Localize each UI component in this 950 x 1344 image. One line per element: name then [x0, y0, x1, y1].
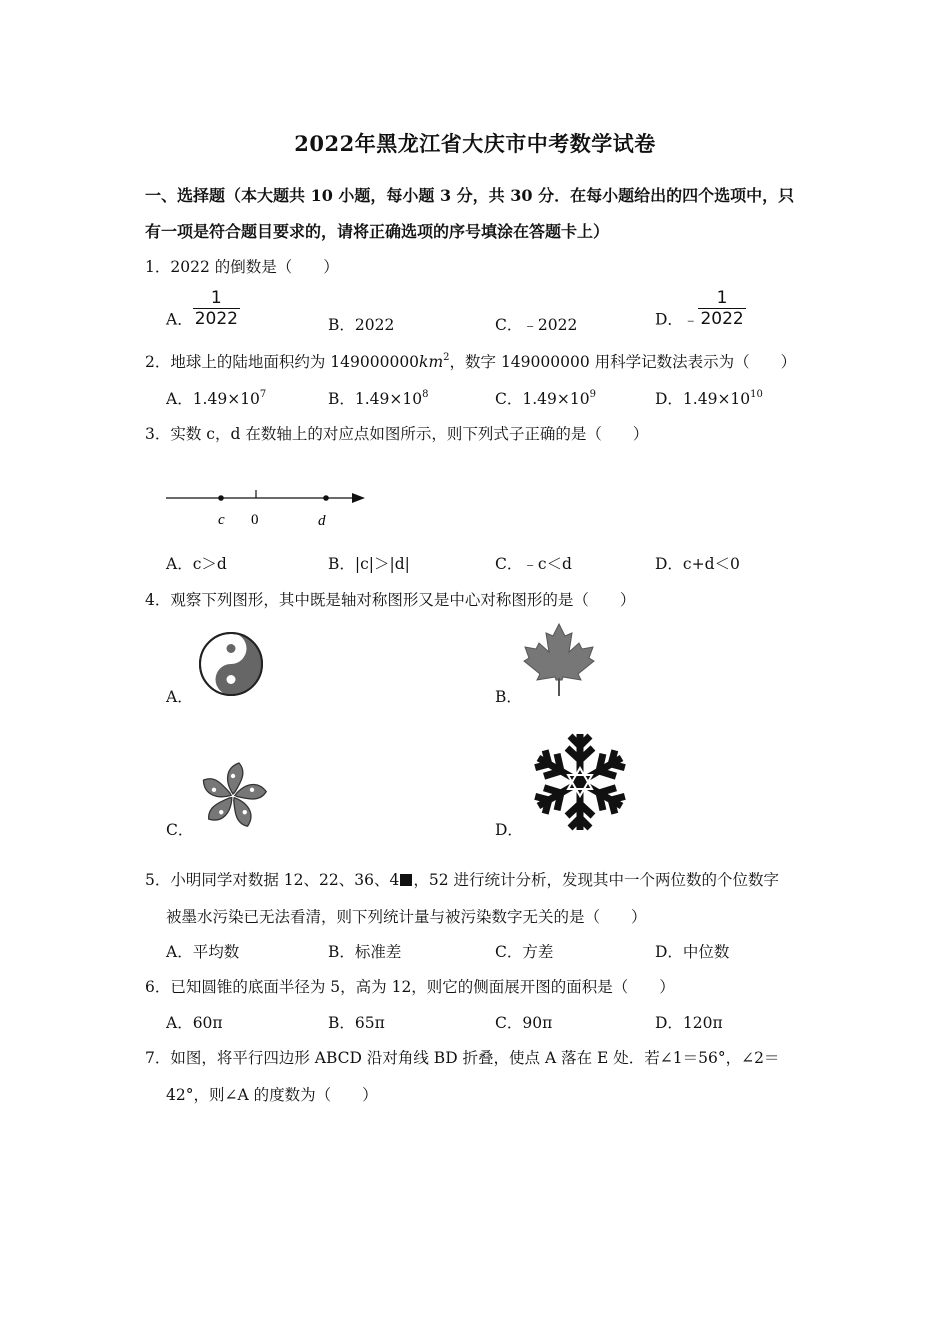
q5-option-a: A．平均数 — [166, 943, 240, 961]
q1-option-d — [655, 288, 746, 330]
q2-c-text: C．1.49×10 — [495, 390, 590, 408]
q4-option-b-label: B． — [495, 688, 522, 706]
label-zero: 0 — [251, 512, 259, 528]
q2-unit-exp: 2 — [443, 352, 450, 363]
q6-option-c: C．90π — [495, 1014, 553, 1032]
q7-stem: 7．如图，将平行四边形 ABCD 沿对角线 BD 折叠，使点 A 落在 E 处．若∠1＝56°，∠2＝ — [145, 1049, 780, 1067]
q2-stem-pre: 2．地球上的陆地面积约为 149000000 — [145, 353, 420, 371]
q1-a-label: A． — [166, 310, 193, 329]
q1-d-denominator: 2022 — [700, 309, 744, 329]
q6-option-b: B．65π — [328, 1014, 385, 1032]
q2-c-exp: 9 — [589, 389, 596, 400]
q5-stem-line2: 被墨水污染已无法看清，则下列统计量与被污染数字无关的是（ ） — [166, 908, 647, 926]
q5-stem-post: ，52 进行统计分析，发现其中一个两位数的个位数字 — [413, 871, 779, 889]
q2-b-text: B．1.49×10 — [328, 390, 423, 408]
number-line-arrow-icon — [352, 493, 365, 503]
snowflake-icon — [525, 727, 635, 837]
q2-stem — [145, 350, 796, 372]
q5-option-d: D．中位数 — [655, 943, 730, 961]
q1-d-numerator: 1 — [698, 288, 745, 309]
q2-d-exp: 10 — [750, 389, 763, 400]
q2-option-b — [328, 387, 429, 409]
q3-option-b: B．|c|＞|d| — [328, 555, 410, 573]
ink-blot-square — [400, 874, 412, 886]
page-title: 2022年黑龙江省大庆市中考数学试卷 — [294, 131, 656, 156]
q2-option-c — [495, 387, 596, 409]
q1-d-sign: ﹣ — [682, 310, 699, 329]
q4-option-c-label: C． — [166, 821, 194, 839]
section-heading-line1: 一、选择题（本大题共 10 小题，每小题 3 分，共 30 分．在每小题给出的四个选项中，只 — [145, 186, 795, 205]
section-heading-line2: 有一项是符合题目要求的，请将正确选项的序号填涂在答题卡上） — [145, 222, 610, 241]
q6-option-a: A．60π — [166, 1014, 223, 1032]
q5-stem-pre: 5．小明同学对数据 12、22、36、4 — [145, 871, 400, 889]
q4-option-a-label: A． — [166, 688, 193, 706]
q6-stem: 6．已知圆锥的底面半径为 5，高为 12，则它的侧面展开图的面积是（ ） — [145, 978, 675, 996]
q2-option-d — [655, 387, 763, 409]
q6-option-d: D．120π — [655, 1014, 723, 1032]
label-c: c — [218, 512, 225, 528]
q2-unit: km — [419, 353, 444, 371]
q2-a-text: A．1.49×10 — [166, 390, 260, 408]
q1-d-fraction — [698, 288, 745, 329]
q5-option-c: C．方差 — [495, 943, 554, 961]
point-d — [323, 495, 329, 501]
q3-stem: 3．实数 c，d 在数轴上的对应点如图所示，则下列式子正确的是（ ） — [145, 425, 649, 443]
q1-a-fraction — [193, 288, 240, 329]
yin-yang-icon — [197, 630, 265, 698]
q2-d-text: D．1.49×10 — [655, 390, 751, 408]
q1-a-denominator: 2022 — [194, 309, 238, 329]
q1-option-c: C．﹣2022 — [495, 316, 578, 334]
q2-option-a — [166, 387, 266, 409]
q4-stem: 4．观察下列图形，其中既是轴对称图形又是中心对称图形的是（ ） — [145, 591, 636, 609]
q1-option-a — [166, 288, 240, 330]
q2-b-exp: 8 — [422, 389, 429, 400]
q4-option-d-label: D． — [495, 821, 523, 839]
maple-leaf-icon — [522, 622, 596, 698]
q3-option-c: C．﹣c＜d — [495, 555, 572, 573]
q5-stem — [145, 868, 779, 890]
q1-a-numerator: 1 — [193, 288, 240, 309]
q7-stem-line2: 42°，则∠A 的度数为（ ） — [166, 1086, 378, 1104]
q1-stem: 1．2022 的倒数是（ ） — [145, 258, 339, 276]
q2-stem-post: ，数字 149000000 用科学记数法表示为（ ） — [449, 353, 797, 371]
q2-a-exp: 7 — [259, 389, 267, 400]
q3-option-d: D．c+d＜0 — [655, 555, 740, 573]
q1-option-b: B．2022 — [328, 316, 395, 334]
label-d: d — [318, 513, 326, 529]
q1-d-label: D． — [655, 310, 683, 329]
number-line-figure — [160, 482, 375, 532]
bauhinia-flower-icon — [195, 760, 271, 832]
q5-option-b: B．标准差 — [328, 943, 402, 961]
q3-option-a: A．c＞d — [166, 555, 227, 573]
point-c — [218, 495, 224, 501]
